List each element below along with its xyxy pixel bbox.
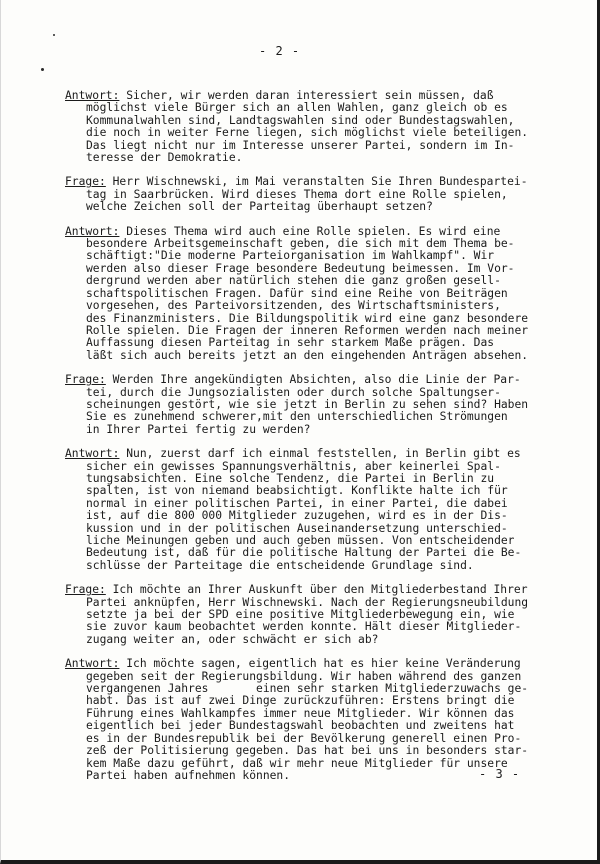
speaker-label: Frage: — [65, 373, 106, 387]
line-text: spalten, ist von niemand beabsichtigt. Konflikte halte ich für — [86, 484, 508, 498]
line-text: habt. Das ist auf zwei Dinge zurückzuführen: Erstens bringt die — [86, 694, 515, 708]
line-text: Sie es zunehmend schwerer,mit den unterschiedlichen Strömungen — [86, 410, 508, 424]
speaker-label: Frage: — [65, 175, 106, 189]
line-text: setzte ja bei der SPD eine positive Mitgliederbewegung ein, wie — [86, 608, 515, 622]
question-block — [65, 584, 555, 646]
answer-block — [65, 90, 555, 164]
line-text: zugang weiter an, oder schwächt er sich ab? — [86, 632, 379, 646]
line-text: liche Meinungen geben und auch geben müssen. Von entscheidender — [86, 534, 515, 547]
text-line — [65, 634, 555, 646]
line-text: Herr Wischnewski, im Mai veranstalten Sie Ihren Bundespartei- — [105, 175, 528, 189]
line-text: in Ihrer Partei fertig zu werden? — [86, 422, 311, 436]
line-text: Partei anknüpfen, Herr Wischnewski. Nach der Regierungsneubildung — [86, 595, 529, 609]
line-text: läßt sich auch bereits jetzt an den eingehenden Anträgen absehen. — [86, 348, 529, 362]
text-line — [65, 350, 555, 362]
line-text: schäftigt:"Die moderne Parteiorganisation im Wahlkampf". Wir — [86, 249, 495, 263]
text-line — [65, 560, 555, 572]
line-text: sicher ein gewisses Spannungsverhältnis, aber keinerlei Spal- — [86, 459, 501, 473]
speaker-label: Antwort: — [65, 657, 120, 671]
speaker-label: Antwort: — [65, 224, 120, 238]
scan-speck — [41, 68, 44, 71]
line-text: dergrund werden aber natürlich stehen die ganz großen gesell- — [86, 274, 501, 288]
line-text: kussion und in der politischen Auseinandersetzung unterschied- — [86, 521, 508, 535]
paragraph — [65, 90, 555, 164]
line-text: Bedeutung ist, daß für die politische Haltung der Partei die Be- — [86, 546, 522, 560]
text-line — [65, 201, 555, 213]
line-text: des Finanzministers. Die Bildungspolitik wird eine ganz besondere — [86, 311, 529, 325]
text-line — [65, 424, 555, 436]
line-text: scheinungen gestört, wie sie jetzt in Berlin zu sehen sind? Haben — [86, 397, 529, 411]
line-text: schaftspolitischen Fragen. Dafür sind eine Reihe von Beiträgen — [86, 286, 508, 300]
line-text: Nun, zuerst darf ich einmal feststellen, in Berlin gibt es — [119, 447, 521, 461]
line-text: Ich möchte an Ihrer Auskunft über den Mitgliederbestand Ihrer — [105, 583, 528, 597]
line-text: besondere Arbeitsgemeinschaft geben, die sich mit dem Thema be- — [86, 237, 515, 251]
line-text: tungsabsichten. Eine solche Tendenz, die Partei in Berlin zu — [86, 471, 495, 485]
line-text: Sicher, wir werden daran interessiert sein müssen, daß — [119, 89, 494, 102]
line-text: sie zuvor kaum beobachtet werden konnte. Hält dieser Mitglieder- — [86, 620, 522, 634]
speaker-label: Frage: — [65, 583, 106, 597]
line-text: tag in Saarbrücken. Wird dieses Thema dort eine Rolle spielen, — [86, 187, 508, 201]
page-number-top: - 2 - — [259, 44, 301, 58]
scan-speck — [53, 34, 55, 36]
line-text: normal in einer politischen Partei, in einer Partei, die dabei — [86, 496, 508, 510]
paragraph — [65, 176, 555, 213]
line-text: zeß der Politisierung gegeben. Das hat bei uns in besonders star- — [86, 744, 529, 758]
paragraph — [65, 374, 555, 436]
line-text: Werden Ihre angekündigten Absichten, also die Linie der Par- — [105, 373, 521, 387]
line-text: eigentlich bei jeder Bundestagswahl beobachten und zweitens hat — [86, 719, 515, 733]
line-text: ist, auf die 800 000 Mitglieder zuzugehen, wird es in der Dis- — [86, 509, 508, 523]
question-block — [65, 374, 555, 436]
line-text: Kommunalwahlen sind, Landtagswahlen sind oder Bundestagswahlen, — [86, 113, 515, 127]
line-text: kem Maße dazu geführt, daß wir mehr neue Mitglieder für unsere — [86, 756, 508, 770]
text-line — [65, 152, 555, 164]
paragraph — [65, 658, 555, 782]
line-text: Ich möchte sagen, eigentlich hat es hier keine Veränderung — [119, 657, 521, 671]
line-text: Dieses Thema wird auch eine Rolle spielen. Es wird eine — [119, 224, 501, 238]
line-text: tei, durch die Jungsozialisten oder durch solche Spaltungser- — [86, 385, 501, 399]
line-text: welche Zeichen soll der Parteitag überhaupt setzen? — [86, 200, 433, 214]
line-text: Rolle spielen. Die Fragen der inneren Reformen werden nach meiner — [86, 323, 529, 337]
line-text: vorgesehen, des Parteivorsitzenden, des Wirtschaftsministers, — [86, 299, 501, 313]
line-text: gegeben seit der Regierungsbildung. Wir haben während des ganzen — [86, 669, 522, 683]
line-text: Auffassung diesen Parteitag in sehr starkem Maße prägen. Das — [86, 336, 495, 350]
question-block — [65, 176, 555, 213]
line-text: schlüsse der Parteitage die entscheidende Grundlage sind. — [86, 558, 474, 572]
speaker-label: Antwort: — [65, 89, 120, 102]
line-text: Das liegt nicht nur im Interesse unserer Partei, sondern im In- — [86, 138, 515, 152]
line-text: werden also dieser Frage besondere Bedeutung beimessen. Im Vor- — [86, 261, 515, 275]
paragraph — [65, 226, 555, 362]
line-text: Partei haben aufnehmen können. — [86, 768, 291, 782]
line-text: teresse der Demokratie. — [86, 151, 243, 165]
interview-text — [65, 90, 555, 794]
paragraph — [65, 448, 555, 572]
page-number-bottom: - 3 - — [479, 767, 521, 781]
paragraph — [65, 584, 555, 646]
line-text: vergangenen Jahres einen sehr starken Mitgliederzuwachs ge- — [86, 682, 529, 696]
line-text: Führung eines Wahlkampfes immer neue Mitglieder. Wir können das — [86, 706, 515, 720]
line-text: möglichst viele Bürger sich an allen Wahlen, ganz gleich ob es — [86, 101, 508, 115]
line-text: es in der Bundesrepublik bei der Bevölkerung generell einen Pro- — [86, 731, 522, 745]
answer-block — [65, 448, 555, 572]
answer-block — [65, 226, 555, 362]
speaker-label: Antwort: — [65, 447, 120, 461]
line-text: die noch in weiter Ferne liegen, sich möglichst viele beteiligen. — [86, 126, 529, 140]
answer-block — [65, 658, 555, 782]
